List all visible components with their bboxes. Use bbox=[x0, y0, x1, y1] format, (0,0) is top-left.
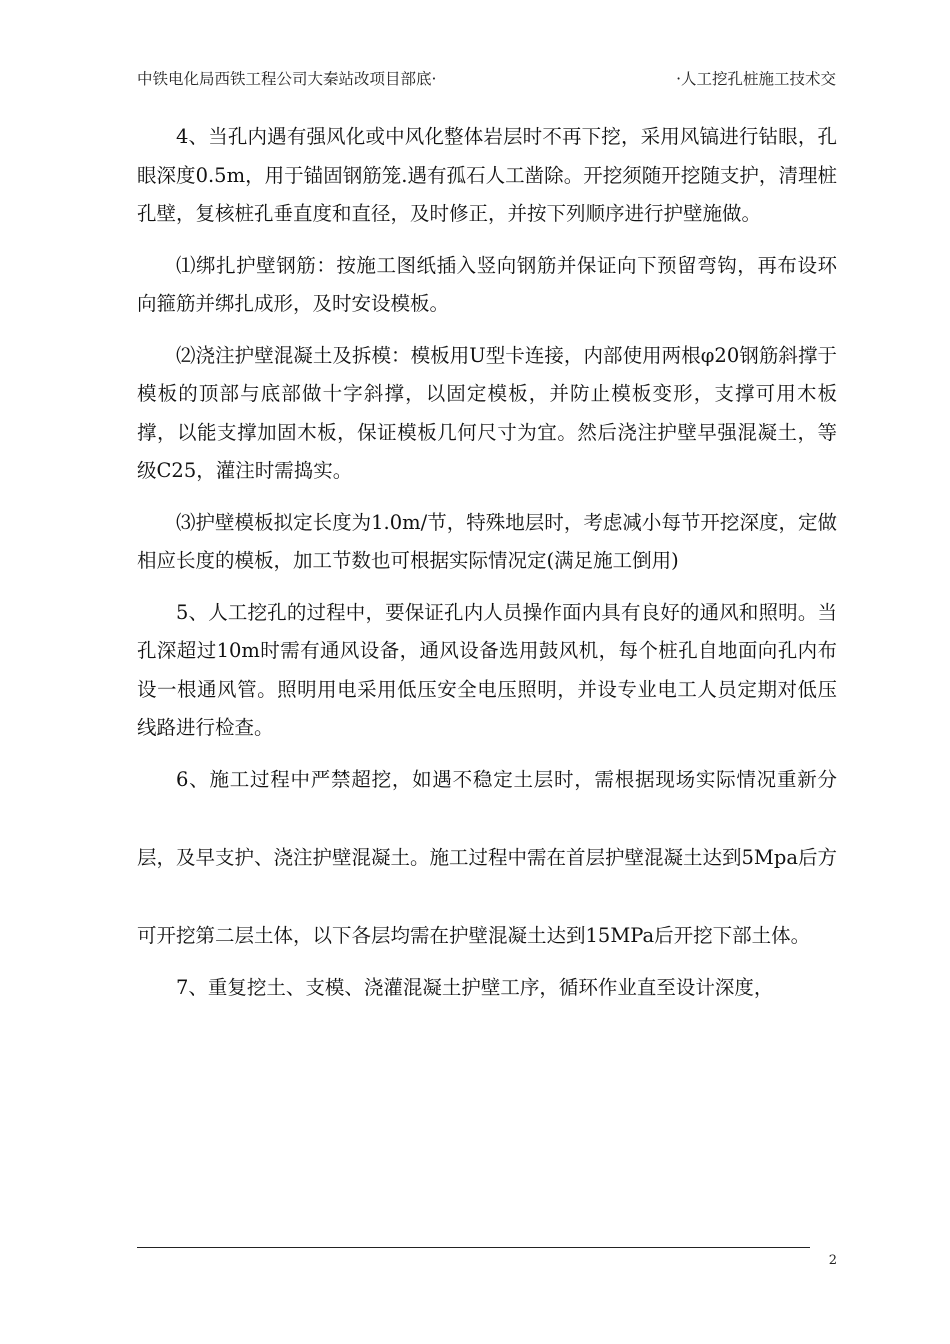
header-right: ·人工挖孔桩施工技术交 bbox=[676, 70, 836, 88]
paragraph-4-1: ⑴绑扎护壁钢筋：按施工图纸插入竖向钢筋并保证向下预留弯钩，再布设环向箍筋并绑扎成形，及时安设模板。 bbox=[137, 253, 837, 315]
paragraph-4-2: ⑵浇注护壁混凝土及拆模：模板用U型卡连接，内部使用两根φ20钢筋斜撑于模板的顶部与底部做十字斜撑，以固定模板，并防止模板变形，支撑可用木板撑，以能支撑加固木板，保证模板几何尺寸为宜。然后浇注护壁早强混凝土，等级C25，灌注时需捣实。 bbox=[137, 343, 837, 482]
header-left: 中铁电化局西铁工程公司大秦站改项目部底· bbox=[137, 70, 437, 88]
page-number: 2 bbox=[828, 1253, 837, 1268]
paragraph-4: 4、当孔内遇有强风化或中风化整体岩层时不再下挖，采用风镐进行钻眼，孔眼深度0.5m，用于锚固钢筋笼.遇有孤石人工凿除。开挖须随开挖随支护，清理桩孔壁，复核桩孔垂直度和直径，及时修正，并按下列顺序进行护壁施做。 bbox=[137, 125, 837, 225]
paragraph-6: 6、施工过程中严禁超挖，如遇不稳定土层时，需根据现场实际情况重新分层，及早支护、浇注护壁混凝土。施工过程中需在首层护壁混凝土达到5Mpa后方可开挖第二层土体，以下各层均需在护壁混凝土达到15MPa后开挖下部土体。 bbox=[137, 767, 837, 947]
paragraph-7: 7、重复挖土、支模、浇灌混凝土护壁工序，循环作业直至设计深度， bbox=[176, 975, 774, 999]
paragraph-4-3: ⑶护壁模板拟定长度为1.0m/节，特殊地层时，考虑减小每节开挖深度，定做相应长度的模板，加工节数也可根据实际情况定(满足施工倒用) bbox=[137, 510, 837, 572]
document-body bbox=[137, 118, 837, 1007]
footer-rule bbox=[137, 1247, 810, 1248]
paragraph-5: 5、人工挖孔的过程中，要保证孔内人员操作面内具有良好的通风和照明。当孔深超过10m时需有通风设备，通风设备选用鼓风机，每个桩孔自地面向孔内布设一根通风管。照明用电采用低压安全电压照明，并设专业电工人员定期对低压线路进行检查。 bbox=[137, 600, 837, 739]
